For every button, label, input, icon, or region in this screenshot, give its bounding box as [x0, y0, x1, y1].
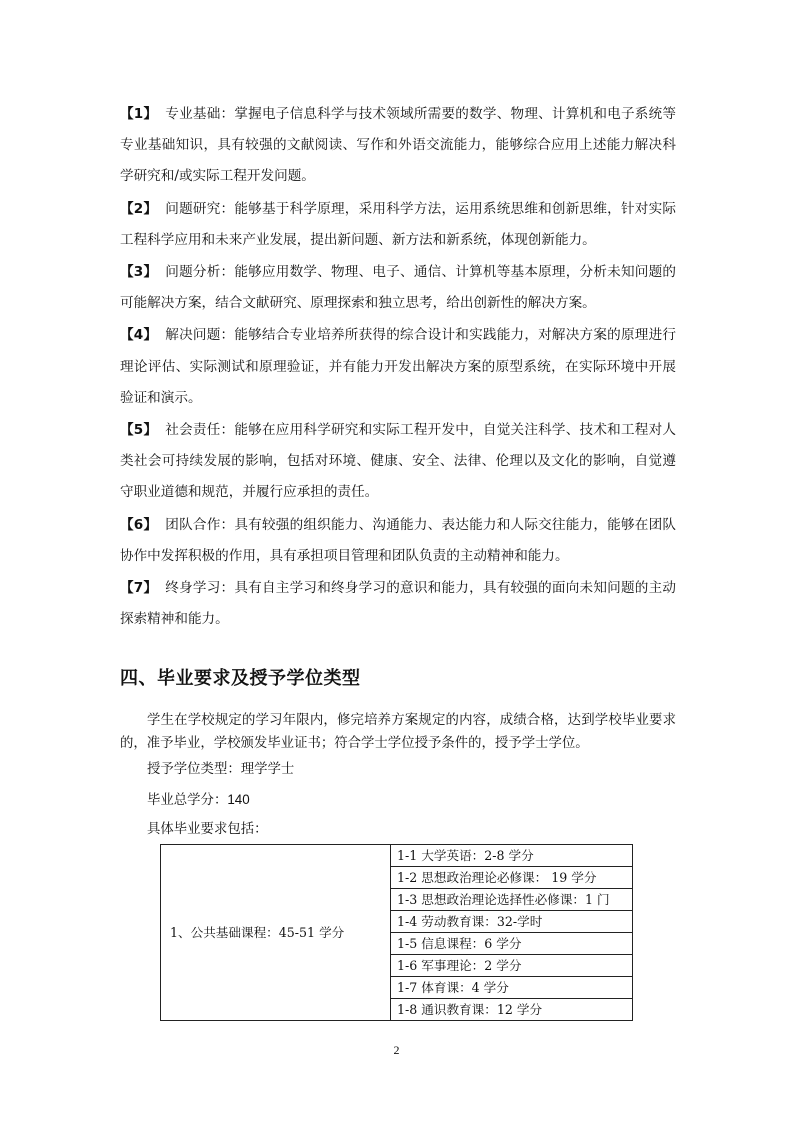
ability-title: 问题研究: [165, 200, 221, 217]
table-cell: 1-5 信息课程：6 学分: [391, 933, 633, 955]
table-cell: 1-2 思想政治理论必修课： 19 学分: [391, 867, 633, 889]
ability-tag: 【2】: [120, 200, 158, 217]
table-cell: 1-7 体育课：4 学分: [391, 977, 633, 999]
ability-list: [120, 99, 676, 635]
ability-title: 团队合作: [165, 516, 221, 533]
total-credits-label: 毕业总学分：: [147, 793, 228, 808]
ability-text: ：能够应用数学、物理、电子、通信、计算机等基本原理，分析未知问题的可能解决方案，结合文献研究、原理探索和独立思考，给出创新性的解决方案。: [120, 264, 676, 312]
ability-text: ：能够基于科学原理，采用科学方法，运用系统思维和创新思维，针对实际工程科学应用和未来产业发展，提出新问题、新方法和新系统，体现创新能力。: [120, 200, 676, 248]
table-cell: 1-8 通识教育课：12 学分: [391, 999, 633, 1021]
ability-text: ：掌握电子信息科学与技术领域所需要的数学、物理、计算机和电子系统等专业基础知识，具有较强的文献阅读、写作和外语交流能力，能够综合应用上述能力解决科学研究和/或实际工程开发问题。: [120, 106, 676, 185]
total-credits-value: 140: [227, 792, 250, 807]
ability-tag: 【1】: [120, 106, 158, 122]
ability-text: ：具有自主学习和终身学习的意识和能力，具有较强的面向未知问题的主动探索精神和能力。: [120, 580, 676, 628]
ability-tag: 【6】: [120, 516, 158, 533]
table-row: [161, 845, 633, 867]
ability-title: 社会责任: [165, 422, 221, 439]
ability-text: ：能够结合专业培养所获得的综合设计和实践能力，对解决方案的原理进行理论评估、实际测试和原理验证，并有能力开发出解决方案的原型系统，在实际环境中开展验证和演示。: [120, 327, 676, 406]
ability-tag: 【7】: [120, 580, 158, 597]
ability-title: 问题分析: [165, 264, 221, 281]
degree-type: 授予学位类型：理学学士: [147, 762, 295, 777]
group-cell: 1、公共基础课程：45-51 学分: [161, 845, 391, 1021]
ability-item: [120, 320, 676, 414]
ability-text: ：具有较强的组织能力、沟通能力、表达能力和人际交往能力，能够在团队协作中发挥积极的作用，具有承担项目管理和团队负责的主动精神和能力。: [120, 516, 676, 564]
table-cell: 1-6 军事理论：2 学分: [391, 955, 633, 977]
table-cell: 1-4 劳动教育课：32-学时: [391, 911, 633, 933]
ability-item: [120, 510, 676, 572]
ability-item: [120, 99, 676, 193]
requirements-intro: 具体毕业要求包括：: [147, 822, 268, 837]
ability-title: 专业基础: [165, 106, 221, 122]
ability-tag: 【4】: [120, 327, 158, 344]
table-cell: 1-3 思想政治理论选择性必修课：1 门: [391, 889, 633, 911]
requirements-table: [160, 844, 633, 1021]
intro-paragraph: 学生在学校规定的学习年限内，修完培养方案规定的内容，成绩合格，达到学校毕业要求的，准予毕业，学校颁发毕业证书；符合学士学位授予条件的，授予学士学位。: [120, 713, 676, 751]
section-heading: 四、毕业要求及授予学位类型: [120, 668, 361, 689]
page-number: 2: [393, 1043, 400, 1057]
table-cell: 1-1 大学英语：2-8 学分: [391, 845, 633, 867]
ability-text: ：能够在应用科学研究和实际工程开发中，自觉关注科学、技术和工程对人类社会可持续发展的影响，包括对环境、健康、安全、法律、伦理以及文化的影响，自觉遵守职业道德和规范，并履行应承担的责任。: [120, 422, 676, 501]
ability-item: [120, 194, 676, 256]
ability-title: 解决问题: [165, 327, 221, 344]
ability-item: [120, 415, 676, 509]
total-credits: [147, 790, 250, 811]
ability-tag: 【3】: [120, 264, 158, 281]
ability-title: 终身学习: [165, 580, 221, 597]
ability-item: [120, 257, 676, 319]
ability-item: [120, 573, 676, 635]
ability-tag: 【5】: [120, 422, 158, 439]
